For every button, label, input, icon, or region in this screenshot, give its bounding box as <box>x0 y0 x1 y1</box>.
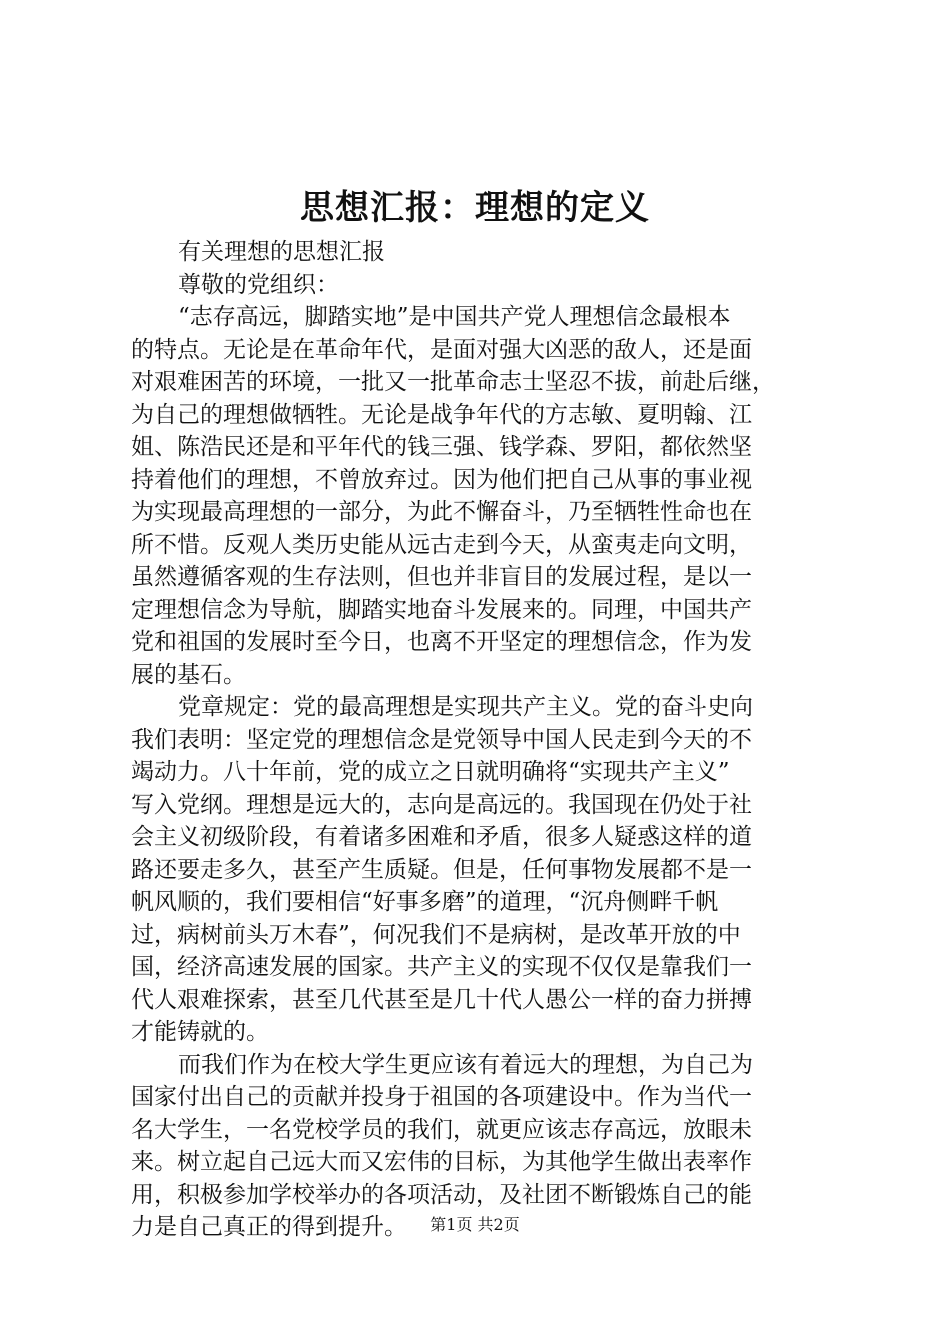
body-line: 为自己的理想做牺牲。无论是战争年代的方志敏、夏明翰、江 <box>131 401 752 428</box>
body-line: 国家付出自己的贡献并投身于祖国的各项建设中。作为当代一 <box>131 1084 752 1110</box>
body-line: 尊敬的党组织： <box>178 271 339 298</box>
body-line: 才能铸就的。 <box>131 1019 269 1045</box>
body-line: 为实现最高理想的一部分，为此不懈奋斗，乃至牺牲性命也在 <box>131 499 752 525</box>
body-line: 定理想信念为导航，脚踏实地奋斗发展来的。同理，中国共产 <box>131 596 752 623</box>
body-line: 而我们作为在校大学生更应该有着远大的理想，为自己为 <box>178 1051 753 1078</box>
body-line: 我们表明：坚定党的理想信念是党领导中国人民走到今天的不 <box>131 726 752 753</box>
body-line: 过，病树前头万木春”，何况我们不是病树，是改革开放的中 <box>131 921 741 948</box>
body-line: 对艰难困苦的环境，一批又一批革命志士坚忍不拔，前赴后继， <box>131 369 775 395</box>
body-line: 力是自己真正的得到提升。 <box>131 1214 407 1240</box>
body-line: 姐、陈浩民还是和平年代的钱三强、钱学森、罗阳，都依然坚 <box>131 434 752 460</box>
body-line: 党章规定：党的最高理想是实现共产主义。党的奋斗史向 <box>178 694 753 720</box>
page-footer: 第1页 共2页 <box>430 1215 520 1234</box>
body-line: “志存高远，脚踏实地”是中国共产党人理想信念最根本 <box>178 304 731 330</box>
body-line: 写入党纲。理想是远大的，志向是高远的。我国现在仍处于社 <box>131 791 752 818</box>
body-line: 展的基石。 <box>131 661 246 688</box>
document-body <box>131 236 831 1244</box>
body-line: 路还要走多久，甚至产生质疑。但是，任何事物发展都不是一 <box>131 856 752 883</box>
body-line: 名大学生，一名党校学员的我们，就更应该志存高远，放眼未 <box>131 1116 752 1143</box>
body-line: 竭动力。八十年前，党的成立之日就明确将“实现共产主义” <box>131 759 730 785</box>
document-title: 思想汇报：理想的定义 <box>300 188 650 228</box>
body-line: 持着他们的理想，不曾放弃过。因为他们把自己从事的事业视 <box>131 466 752 493</box>
body-line: 虽然遵循客观的生存法则，但也并非盲目的发展过程，是以一 <box>131 564 752 590</box>
body-line: 会主义初级阶段，有着诸多困难和矛盾，很多人疑惑这样的道 <box>131 824 752 850</box>
body-line: 帆风顺的，我们要相信“好事多磨”的道理，“沉舟侧畔千帆 <box>131 889 719 915</box>
body-line: 用，积极参加学校举办的各项活动，及社团不断锻炼自己的能 <box>131 1181 752 1208</box>
body-line: 来。树立起自己远大而又宏伟的目标，为其他学生做出表率作 <box>131 1149 752 1175</box>
body-line: 有关理想的思想汇报 <box>178 239 385 265</box>
body-line: 党和祖国的发展时至今日，也离不开坚定的理想信念，作为发 <box>131 629 752 655</box>
body-line: 所不惜。反观人类历史能从远古走到今天，从蛮夷走向文明， <box>131 531 752 558</box>
body-line: 的特点。无论是在革命年代，是面对强大凶恶的敌人，还是面 <box>131 336 752 363</box>
body-line: 代人艰难探索，甚至几代甚至是几十代人愚公一样的奋力拼搏 <box>131 986 752 1013</box>
body-line: 国，经济高速发展的国家。共产主义的实现不仅仅是靠我们一 <box>131 954 752 980</box>
